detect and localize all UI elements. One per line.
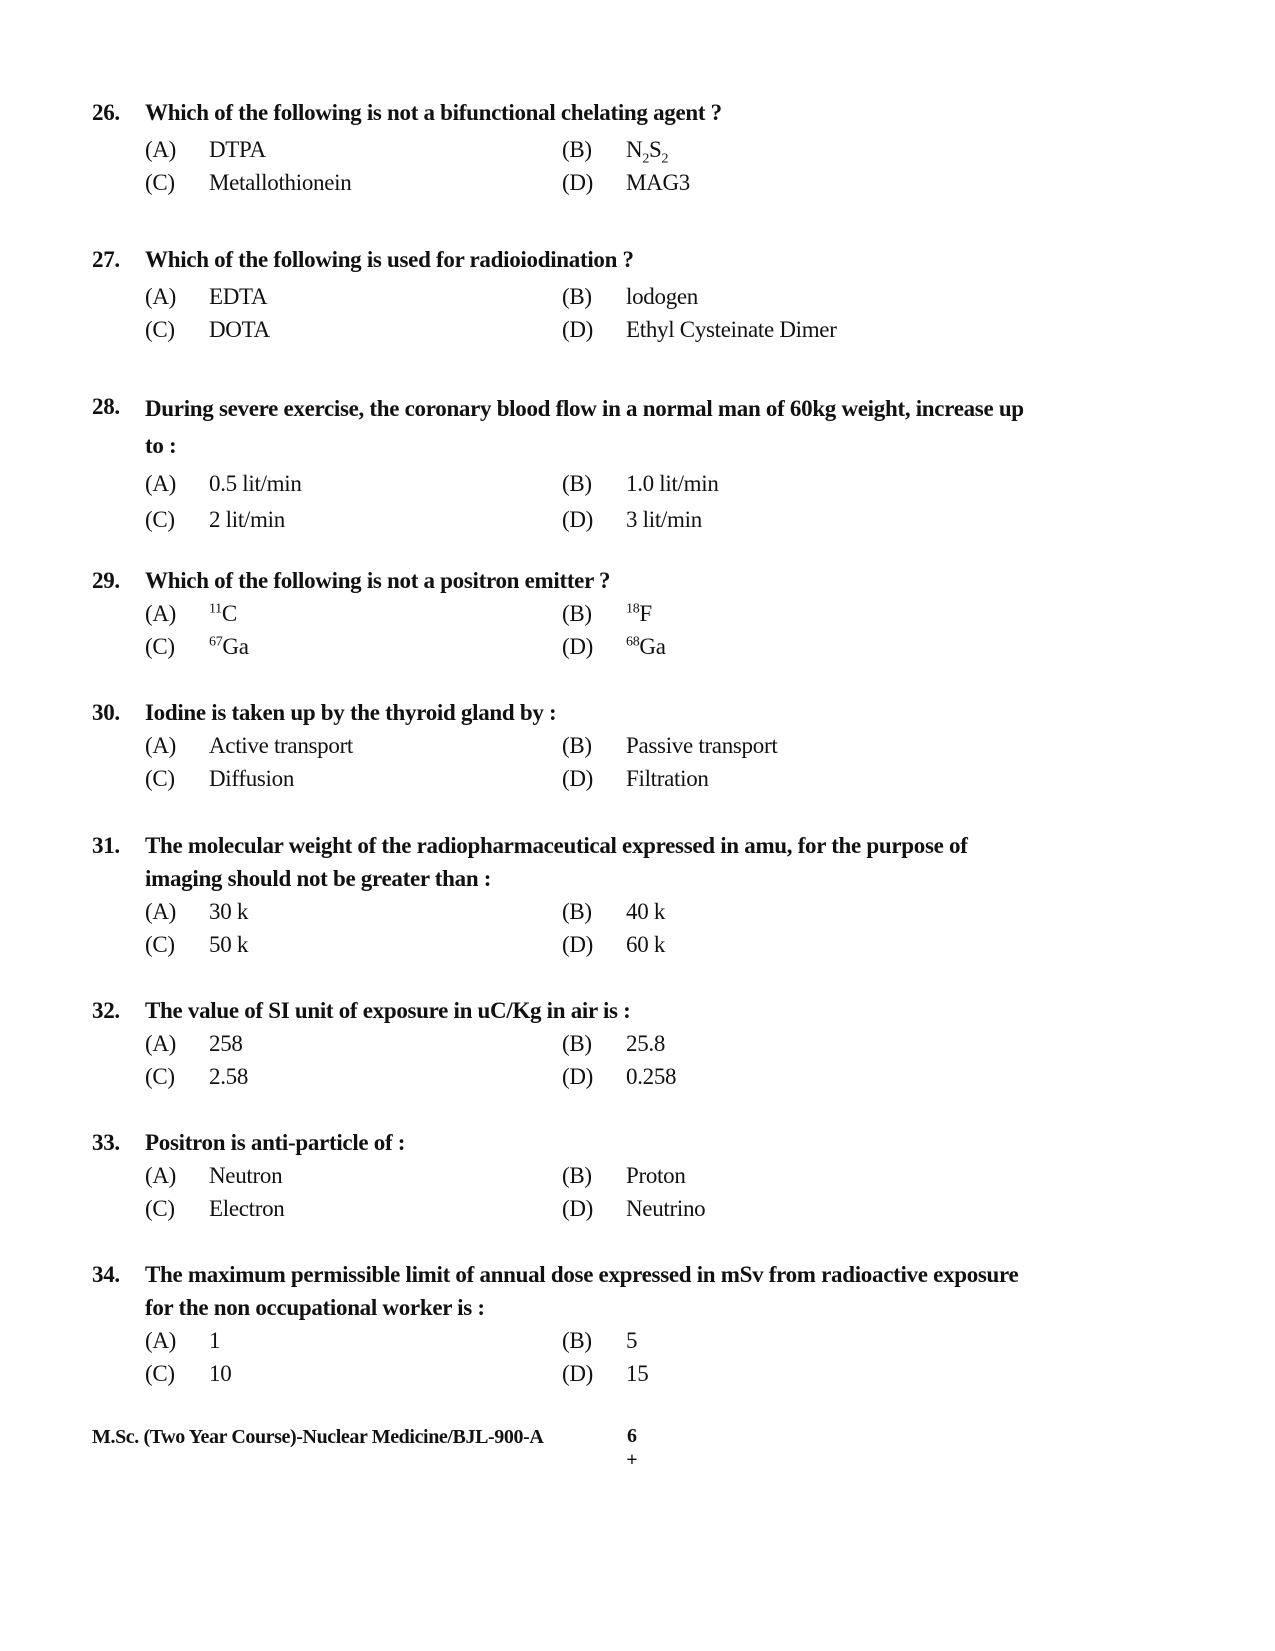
question-text-line-1: The maximum permissible limit of annual dose expressed in mSv from radioactive exposure [145,1262,1019,1287]
question-text-line-2: imaging should not be greater than : [145,866,492,891]
question-text: Which of the following is not a positron emitter ? [145,568,611,593]
option-text: 25.8 [626,1031,666,1056]
isotope-mass-number: 68 [626,634,640,650]
question-number: 34. [92,1262,120,1287]
question-number: 27. [92,247,120,272]
option-text: 1.0 lit/min [626,471,719,496]
option-text: EDTA [209,284,268,309]
option-letter: (A) [145,1031,177,1056]
question-stem [92,96,1172,129]
option-text: 60 k [626,932,666,957]
options-row [92,502,1172,538]
option-letter: (D) [562,766,594,791]
option-letter: (B) [562,1031,592,1056]
option-text: Neutron [209,1163,283,1188]
option-text: 2.58 [209,1064,249,1089]
question-text: The value of SI unit of exposure in uC/Kg in air is : [145,998,631,1023]
isotope-symbol: C [221,601,237,626]
question-stem [92,1258,1172,1324]
question-stem [92,994,1172,1027]
option-text: 258 [209,1031,243,1056]
options-row [92,762,1172,795]
option-letter: (A) [145,137,177,162]
question-number: 30. [92,700,120,725]
question-text: Which of the following is not a bifunctional chelating agent ? [145,100,722,125]
isotope-mass-number: 11 [209,601,222,617]
option-text: lodogen [626,284,698,309]
option-letter: (B) [562,137,592,162]
question-text-line-1: The molecular weight of the radiopharmaceutical expressed in amu, for the purpose of [145,833,968,858]
question-stem [92,564,1172,597]
options-row [92,1159,1172,1192]
option-text: 30 k [209,899,249,924]
option-text: Proton [626,1163,686,1188]
option-letter: (A) [145,1328,177,1353]
question-31 [92,829,1172,961]
option-letter: (A) [145,1163,177,1188]
option-text: Electron [209,1196,285,1221]
option-text: 10 [209,1361,232,1386]
option-letter: (A) [145,284,177,309]
option-text: 1 [209,1328,221,1353]
formula-subscript: 2 [642,151,650,167]
options-row [92,895,1172,928]
option-text: Active transport [209,733,354,758]
option-text: 3 lit/min [626,507,702,532]
formula-base: S [649,137,662,162]
options-row [92,630,1172,663]
question-number: 29. [92,568,120,593]
isotope-symbol: Ga [222,634,249,659]
option-text: Ethyl Cysteinate Dimer [626,317,837,342]
options-row [92,1324,1172,1357]
question-number: 33. [92,1130,120,1155]
option-text: MAG3 [626,170,690,195]
question-32 [92,994,1172,1093]
question-27 [92,243,1172,346]
option-letter: (D) [562,634,594,659]
options-row [92,1060,1172,1093]
options-row [92,729,1172,762]
option-letter: (B) [562,1328,592,1353]
option-text: 0.258 [626,1064,677,1089]
question-34 [92,1258,1172,1390]
option-letter: (C) [145,766,175,791]
option-letter: (D) [562,1361,594,1386]
question-text-line-2: for the non occupational worker is : [145,1295,485,1320]
option-letter: (C) [145,634,175,659]
option-letter: (C) [145,317,175,342]
question-stem [92,829,1172,895]
isotope-mass-number: 67 [209,634,223,650]
option-letter: (C) [145,932,175,957]
options-row [92,1357,1172,1390]
option-text: Neutrino [626,1196,706,1221]
page-number: 6 [627,1425,637,1447]
question-number: 28. [92,394,120,419]
option-letter: (B) [562,899,592,924]
option-letter: (D) [562,1196,594,1221]
isotope-mass-number: 18 [626,601,640,617]
option-text-isotope [626,597,652,630]
options-row [92,928,1172,961]
question-stem [92,390,1172,464]
question-stem [92,1126,1172,1159]
page-mark: + [626,1449,638,1471]
formula-base: N [626,137,643,162]
options-row [92,597,1172,630]
question-text-line-1: During severe exercise, the coronary blood flow in a normal man of 60kg weight, increase up [145,396,1024,421]
option-text: DTPA [209,137,266,162]
option-letter: (B) [562,471,592,496]
option-text: 50 k [209,932,249,957]
option-text: 0.5 lit/min [209,471,302,496]
question-text: Which of the following is used for radioiodination ? [145,247,634,272]
option-letter: (B) [562,601,592,626]
question-28 [92,390,1172,538]
question-26 [92,96,1172,199]
option-letter: (D) [562,507,594,532]
question-29 [92,564,1172,663]
option-letter: (A) [145,601,177,626]
option-text: Metallothionein [209,170,352,195]
isotope-symbol: F [639,601,652,626]
question-number: 31. [92,833,120,858]
option-letter: (C) [145,1361,175,1386]
formula-subscript: 2 [661,151,669,167]
options-row [92,133,1172,166]
question-number: 32. [92,998,120,1023]
option-text: 15 [626,1361,649,1386]
option-text-isotope [626,630,666,663]
option-letter: (D) [562,170,594,195]
option-letter: (A) [145,733,177,758]
footer-course-code: M.Sc. (Two Year Course)-Nuclear Medicine/BJL-900-A [92,1426,544,1448]
option-letter: (C) [145,1196,175,1221]
option-letter: (B) [562,733,592,758]
option-letter: (D) [562,317,594,342]
option-letter: (C) [145,1064,175,1089]
option-letter: (A) [145,471,177,496]
question-stem [92,696,1172,729]
options-row [92,1192,1172,1225]
option-text-isotope [209,630,249,663]
option-text: Passive transport [626,733,778,758]
option-letter: (C) [145,170,175,195]
question-text: Positron is anti-particle of : [145,1130,406,1155]
options-row [92,466,1172,502]
question-stem [92,243,1172,276]
options-row [92,313,1172,346]
option-letter: (B) [562,284,592,309]
question-text: Iodine is taken up by the thyroid gland by : [145,700,557,725]
option-text: 40 k [626,899,666,924]
option-text-isotope [209,597,237,630]
question-33 [92,1126,1172,1225]
option-letter: (C) [145,507,175,532]
option-letter: (A) [145,899,177,924]
question-30 [92,696,1172,795]
options-row [92,166,1172,199]
option-text: Filtration [626,766,709,791]
option-letter: (D) [562,1064,594,1089]
option-text: 5 [626,1328,638,1353]
question-text-line-2: to : [145,433,177,458]
option-letter: (D) [562,932,594,957]
option-letter: (B) [562,1163,592,1188]
isotope-symbol: Ga [639,634,666,659]
option-text-formula [626,133,668,166]
option-text: Diffusion [209,766,295,791]
option-text: DOTA [209,317,270,342]
page-number-block [620,1424,644,1472]
option-text: 2 lit/min [209,507,285,532]
question-number: 26. [92,100,120,125]
options-row [92,1027,1172,1060]
options-row [92,280,1172,313]
